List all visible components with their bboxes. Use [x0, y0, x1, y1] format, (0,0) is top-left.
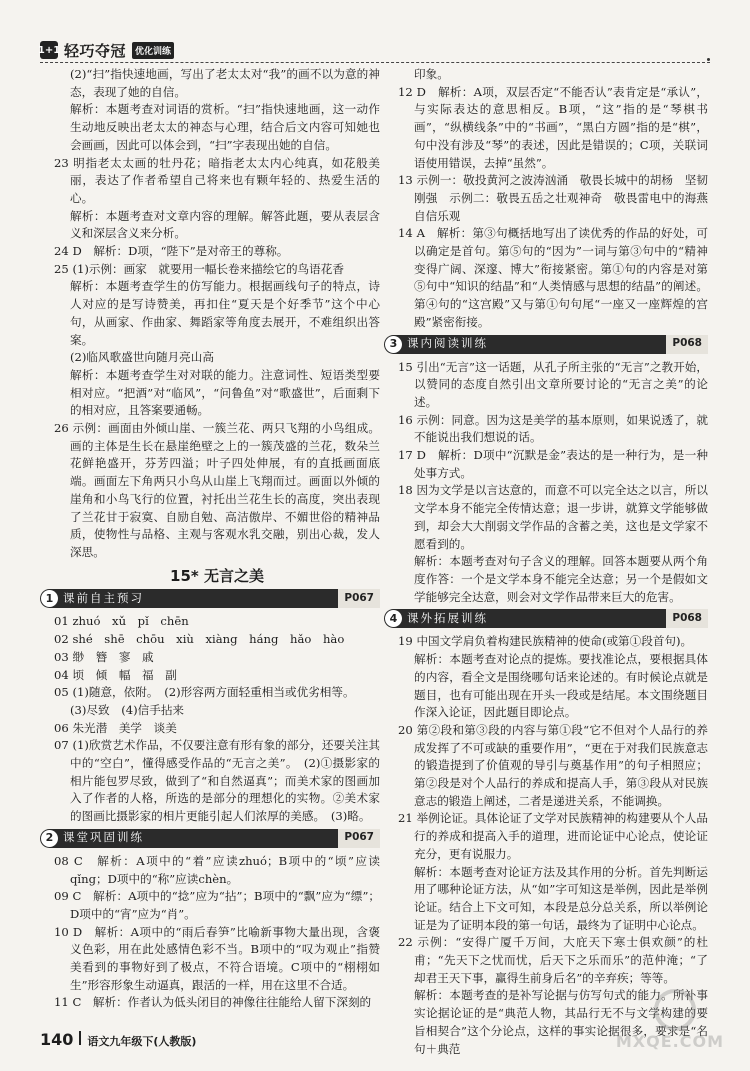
answer-paragraph: 解析：本题考查学生对对联的能力。注意词性、短语类型要相对应。“把酒”对“临风”，“问鲁鱼”对“歌盛世”，后面剩下的相对应，且答案要通畅。	[70, 367, 380, 418]
answer-paragraph: 25 (1)示例：画家 就要用一幅长卷来描绘它的鸟语花香	[54, 261, 344, 276]
answer-paragraph: 18 因为文学是以言达意的，而意不可以完全达之以言，所以文学本身不能完全传情达意；退一步讲，就算文学能够做到，却会大大削弱文学作品的含蓄之美，这也是文学家不愿看到的。	[398, 483, 708, 551]
section-number: 3	[385, 336, 402, 353]
section-bar-reading	[384, 335, 708, 354]
section-page-code: P067	[338, 589, 380, 608]
answer-paragraph: 20 第②段和第③段的内容与第①段“它不但对个人品行的养成发挥了不可或缺的重要作用”，“更在于对我们民族意志的锻造提到了价值观的导引与奠基作用”的句子相照应；第②段是对个人品行的养成和提高人手，第③段从对民族意志的锻造上阐述，二者是递进关系，不能调换。	[398, 722, 708, 808]
answer-paragraph: 24 D 解析：D项，“陛下”是对帝王的尊称。	[54, 244, 289, 259]
brand-title: 轻巧夺冠	[64, 41, 127, 60]
answer-paragraph: (2)临风歌盛世向随月亮山高	[70, 350, 214, 365]
answer-paragraph: 10 D 解析：A项中的“雨后春笋”比喻新事物大量出现，含褒义色彩，用在此处感情色彩不当。B项中的“叹为观止”指赞美看到的事物好到了极点，不符合语境。C项中的“栩栩如生”形容形象生动逼真，跟活的一样，用在这里不合适。	[54, 924, 380, 992]
answer-paragraph: (3)尽致 (4)信手拈来	[70, 702, 185, 717]
answer-paragraph: 19 中国文学肩负着构建民族精神的使命(或第①段首句)。	[398, 634, 693, 649]
consolidation-answers-block	[54, 853, 380, 1012]
answer-paragraph: 解析：本题考查学生的仿写能力。根据画线句子的特点，诗人对应的是写诗赞美，再扣住“夏天是个好季节”这个中心句，从画家、作曲家、舞蹈家等角度去展开，不难组织出答案。	[70, 279, 380, 347]
section-bar-consolidation	[40, 829, 380, 848]
preview-answers-block	[54, 613, 380, 825]
answer-paragraph: 02 shé shē chōu xiù xiàng háng hǎo hào	[54, 632, 345, 647]
section-bar-extension	[384, 609, 708, 628]
answer-paragraph: 09 C 解析：A项中的“捻”应为“拈”；B项中的“飘”应为“缥”；D项中的“宵”应为“肖”。	[54, 889, 380, 921]
answer-paragraph: 16 示例：同意。因为这是美学的基本原则，如果说透了，就不能说出我们想说的话。	[398, 412, 708, 445]
section-number: 2	[41, 830, 58, 847]
left-answers-block	[54, 66, 380, 562]
reading-answers-block	[398, 359, 708, 607]
answer-paragraph: 22 示例：“安得广厦千万间，大庇天下寒士俱欢颜”的杜甫；“先天下之忧而忧，后天下之乐而乐”的范仲淹；“了却君王天下事，赢得生前身后名”的辛弃疾；等等。	[398, 935, 708, 985]
answer-paragraph: 解析：本题考查对句子含义的理解。回答本题要从两个角度作答：一个是文学本身不能完全达意；另一个是假如文学能够完全达意，则会对文学作品带来巨大的危害。	[414, 554, 708, 604]
answer-paragraph: (2)“扫”指快速地画，写出了老太太对“我”的画不以为意的神态，表现了她的自信。	[70, 67, 380, 99]
answer-paragraph: 07 (1)欣赏艺术作品，不仅要注意有形有象的部分，还要关注其中的“空白”，懂得感受作品的“无言之美”。 (2)①摄影家的相片能包罗尽致，做到了“和自然逼真”；而美术家的图画加入了作者的人格，所选的是部分的理想化的实物。②美术家的图画比摄影家的相片更能引起人们浓厚的美感。 (3)略。	[54, 738, 380, 824]
section-label: 课前自主预习	[63, 591, 144, 606]
section-label: 课内阅读训练	[407, 336, 488, 351]
footer	[40, 1030, 196, 1049]
answer-paragraph: 11 C 解析：作者认为低头闭目的神像往往能给人留下深刻的	[54, 995, 372, 1010]
brand-subtitle: 优化训练	[132, 42, 174, 59]
section-number: 4	[385, 610, 402, 627]
section-number: 1	[41, 590, 58, 607]
answer-paragraph: 26 示例：画面由外倾山崖、一簇兰花、两只飞翔的小鸟组成。画的主体是生长在悬崖绝壁之上的一簇茂盛的兰花，数朵兰花鲜艳盛开，芬芳四溢；叶子四处伸展，有的直抵画面底端。画面左下角两只小鸟从山崖上飞翔而过。画面以外倾的崖角和小鸟飞行的位置，衬托出兰花生长的高度，突出表现了兰花甘于寂寞、自励自勉、高洁傲岸、不媚世俗的精神品质，使物性与品格、主观与客观水乳交融，别出心裁，发人深思。	[54, 421, 380, 559]
answer-paragraph: 03 缈 簪 寥 戚	[54, 649, 154, 664]
right-column	[389, 66, 720, 1058]
answer-paragraph: 12 D 解析：A项，双层否定“不能否认”表肯定是“承认”，与实际表达的意思相反。B项，“这”指的是“琴棋书画”，“纵横线条”中的“书画”，“黑白方圆”指的是“棋”，句中没有涉及“琴”的表述，因此是错误的；C项，关联词语使用错误，去掉“虽然”。	[398, 84, 708, 170]
right-answers-block	[398, 66, 720, 332]
answer-paragraph: 解析：本题考查对论证方法及其作用的分析。首先判断运用了哪种论证方法，从“如”字可知这是举例，因此是举例论证。结合上下文可知，本段是总分总关系，所以举例论证是为了证明本段的第一句话，最终为了证明中心论点。	[414, 864, 708, 932]
answer-paragraph: 21 举例论证。具体论证了文学对民族精神的构建要从个人品行的养成和提高入手的道理，进而论证中心论点，使论证充分，更有说服力。	[398, 811, 708, 861]
watermark	[604, 989, 724, 1051]
answer-paragraph: 印象。	[414, 67, 449, 81]
answer-paragraph: 解析：本题考查的是补写论据与仿写句式的能力。所补事实论据论证的是“典范人物，其品行无不与文学构建的要旨相契合”这个分论点，这样的事实论据很多，要求是“名句＋典范	[414, 988, 708, 1056]
section-page-code: P068	[666, 609, 708, 628]
section-page-code: P068	[666, 335, 708, 354]
section-label: 课堂巩固训练	[63, 830, 144, 845]
answer-paragraph: 15 引出“无言”这一话题，从孔子所主张的“无言”之教开始，以赞同的态度自然引出文章所要讨论的“无言之美”的论述。	[398, 359, 708, 409]
brand-logo: 1+1	[40, 41, 58, 59]
lesson-title: 15* 无言之美	[170, 566, 264, 585]
answer-paragraph: 05 (1)随意，依附。 (2)形容两方面轻重相当或优劣相等。	[54, 685, 355, 700]
answer-paragraph: 17 D 解析：D项中“沉默是金”表达的是一种行为，是一种处事方式。	[398, 448, 708, 480]
answer-paragraph: 01 zhuó xǔ pǐ chēn	[54, 614, 189, 629]
section-page-code: P067	[338, 829, 380, 848]
answer-paragraph: 13 示例一：敬投黄河之波涛汹涌 敬畏长城中的胡杨 坚韧刚强 示例二：敬畏五岳之壮观神奇 敬畏雷电中的海燕 自信乐观	[398, 173, 720, 223]
header	[37, 40, 174, 60]
answer-paragraph: 解析：本题考查对论点的提炼。要找准论点，要根据具体的内容，看全文是围绕哪句话来论述的。有时候论点就是题目，也有可能出现在开头一段或是结尾。本文围绕题目作深入论证，因此题目即论点。	[414, 652, 708, 720]
corner-dot	[707, 58, 710, 61]
footer-book-title: 语文九年级下(人教版)	[87, 1035, 197, 1048]
answer-paragraph: 解析：本题考查对词语的赏析。“扫”指快速地画，这一动作生动地反映出老太太的神态与心理，结合后文内容可知她也会画画，因此可以体会到，“扫”字表现出她的自信。	[70, 102, 380, 152]
header-divider	[40, 62, 710, 63]
section-bar-preview	[40, 589, 380, 608]
left-column	[45, 66, 380, 1012]
answer-paragraph: 解析：本题考查对文章内容的理解。解答此题，要从表层含义和深层含义来分析。	[70, 208, 380, 241]
answer-paragraph: 23 明指老太太画的牡丹花；暗指老太太内心纯真，如花般美丽，表达了作者希望自己将来也有颗年轻的、热爱生活的心。	[54, 155, 380, 205]
footer-separator	[79, 1031, 81, 1045]
page-number: 140	[40, 1030, 74, 1049]
watermark-text: MXQE.COM	[615, 1032, 724, 1051]
answer-paragraph: 08 C 解析：A项中的“着”应读zhuó；B项中的“顷”应读qǐng；D项中的“称”应读chèn。	[54, 853, 380, 886]
answer-paragraph: 06 朱光潜 美学 谈美	[54, 720, 177, 735]
section-label: 课外拓展训练	[407, 611, 488, 626]
watermark-circle-icon	[654, 989, 696, 1031]
answer-paragraph: 04 顷 倾 幅 福 副	[54, 667, 177, 682]
answer-paragraph: 14 A 解析：第③句概括地写出了读优秀的作品的好处，可以确定是首句。第⑤句的“因为”一词与第③句中的“精神变得广阔、深邃、博大”衔接紧密。第①句的内容是对第⑤句中“知识的结晶”和“人类情感与思想的结晶”的阐述。第④句的“这宫殿”又与第①句句尾“一座又一座辉煌的宫殿”紧密衔接。	[398, 226, 708, 329]
